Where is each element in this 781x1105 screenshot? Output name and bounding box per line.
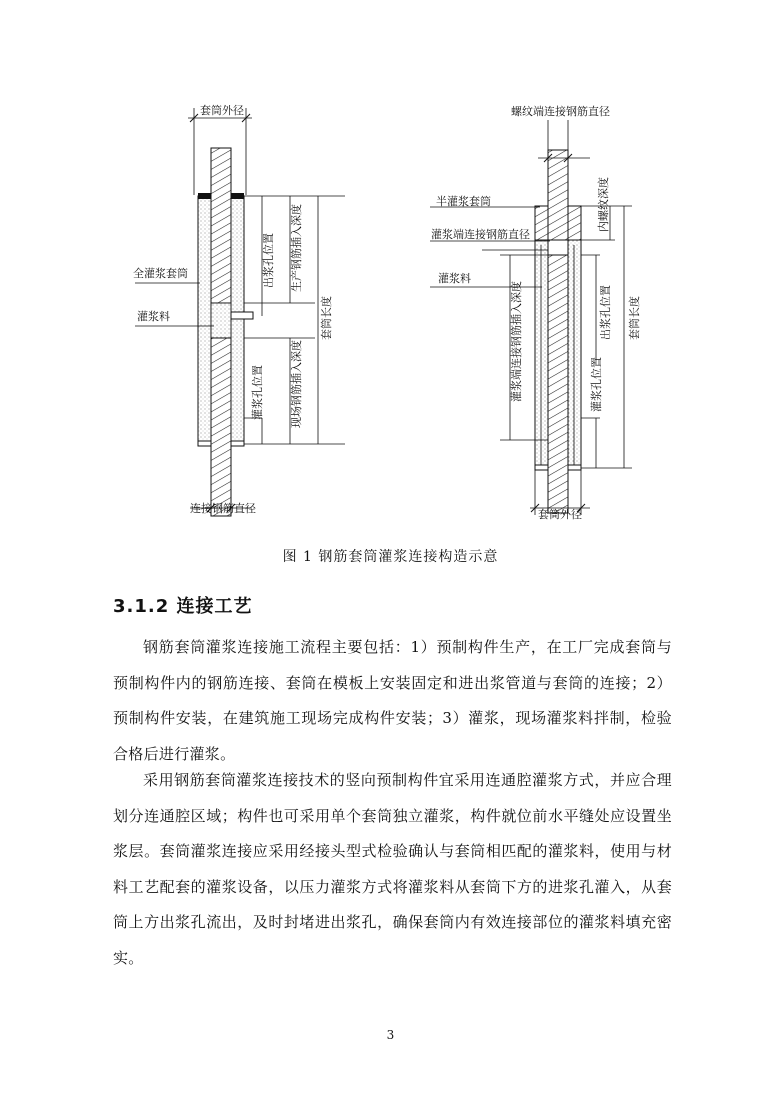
label-site-rebar-depth: 现场钢筋插入深度 (290, 340, 303, 428)
right-drawing (430, 104, 641, 521)
label-inlet-position-left: 灌浆孔位置 (251, 365, 264, 420)
label-half-sleeve: 半灌浆套筒 (436, 195, 491, 208)
label-sleeve-length-right: 套筒长度 (628, 296, 641, 340)
label-thread-rebar-diameter: 螺纹端连接钢筋直径 (511, 105, 610, 118)
label-grout-end-rebar-depth: 灌浆端连接钢筋插入深度 (510, 281, 523, 402)
label-outlet-position-right: 出浆孔位置 (599, 285, 612, 340)
label-inner-thread-depth: 内螺纹深度 (597, 177, 610, 232)
label-outlet-position-left: 出浆孔位置 (262, 233, 275, 288)
label-factory-rebar-depth: 生产钢筋插入深度 (290, 204, 303, 292)
label-grout-end-rebar-diameter: 灌浆端连接钢筋直径 (431, 228, 530, 241)
label-rebar-diameter: 连接钢筋直径 (190, 502, 256, 515)
paragraph: 采用钢筋套筒灌浆连接技术的竖向预制构件宜采用连通腔灌浆方式，并应合理划分连通腔区域；构件也可采用单个套筒独立灌浆，构件就位前水平缝处应设置坐浆层。套筒灌浆连接应采用经接头型式检验确认与套筒相匹配的灌浆料，使用与材料工艺配套的灌浆设备，以压力灌浆方式将灌浆料从套筒下方的进浆孔灌入，从套筒上方出浆孔流出，及时封堵进出浆孔，确保套筒内有效连接部位的灌浆料填充密实。 (113, 771, 672, 967)
label-grout-right: 灌浆料 (438, 272, 471, 285)
paragraph: 钢筋套筒灌浆连接施工流程主要包括：1）预制构件生产，在工厂完成套筒与预制构件内的钢筋连接、套筒在模板上安装固定和进出浆管道与套筒的连接；2）预制构件安装，在建筑施工现场完成构件安装；3）灌浆，现场灌浆料拌制，检验合格后进行灌浆。 (113, 638, 672, 763)
label-full-sleeve: 全灌浆套筒 (133, 267, 188, 280)
label-outer-diameter-left: 套筒外径 (200, 104, 244, 117)
section-heading: 3.1.2 连接工艺 (113, 596, 253, 617)
sleeve-connection-figure (0, 0, 781, 540)
label-inlet-position-right: 灌浆孔位置 (590, 357, 603, 412)
label-outer-diameter-right: 套筒外径 (538, 508, 582, 521)
page-number: 3 (386, 1028, 395, 1042)
label-sleeve-length-left: 套筒长度 (320, 296, 333, 340)
label-grout-left: 灌浆料 (137, 310, 170, 323)
figure-caption: 图 1 钢筋套筒灌浆连接构造示意 (282, 549, 499, 565)
left-drawing (133, 103, 345, 516)
